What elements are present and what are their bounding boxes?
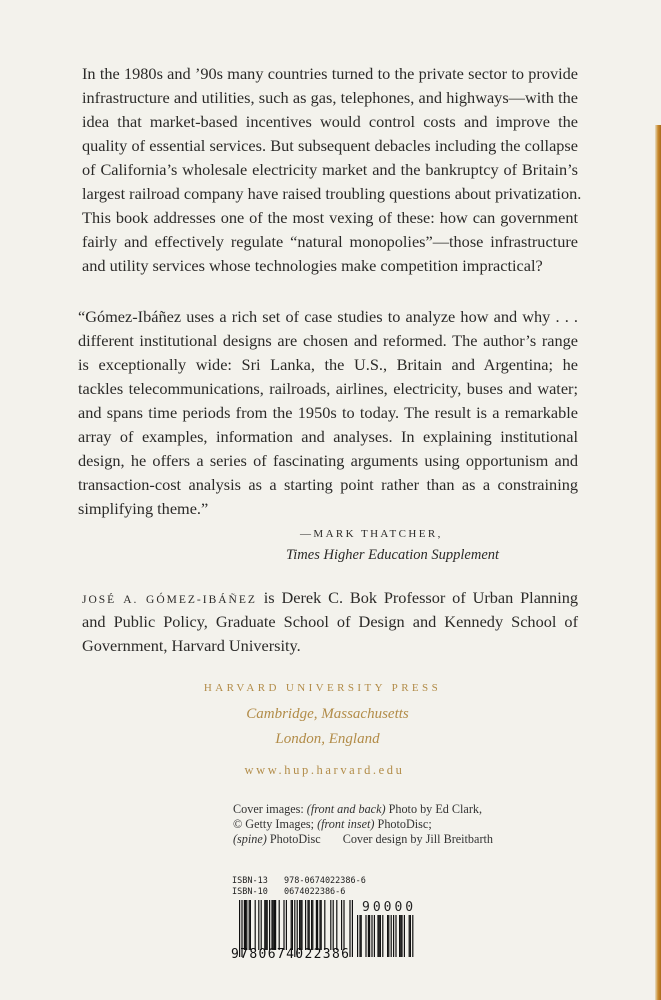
barcode-addon-bar bbox=[388, 915, 389, 957]
barcode-addon-bar bbox=[379, 915, 380, 957]
text-line: and spans time periods from the 1950s to today. The result is a remarkable bbox=[78, 403, 578, 422]
barcode-bar bbox=[261, 900, 262, 950]
cover-credits: Cover images: (front and back) Photo by Ed Clark, © Getty Images; (front inset) PhotoDisc; (spine) PhotoDisc Cover design by Jill Breitbarth bbox=[233, 802, 493, 846]
barcode-bar bbox=[255, 900, 256, 950]
isbn-block: ISBN-13 978-0674022386-6 ISBN-10 0674022386-6 bbox=[232, 876, 366, 897]
text-line: of California’s wholesale electricity market and the bankruptcy of Britain’s bbox=[82, 160, 578, 179]
barcode-addon-bar bbox=[410, 915, 411, 957]
barcode-bar bbox=[317, 900, 318, 950]
text-line: idea that market-based incentives would control costs and improve the bbox=[82, 112, 578, 131]
author-name: JOSÉ A. GÓMEZ-IBÁÑEZ bbox=[82, 594, 257, 606]
text-line: This book addresses one of the most vexing of these: how can government bbox=[82, 208, 578, 227]
publisher-website: www.hup.harvard.edu bbox=[244, 763, 405, 777]
author-bio: JOSÉ A. GÓMEZ-IBÁÑEZ is Derek C. Bok Professor of Urban Planning and Public Policy, Graduate School of Design and Kennedy School of Government, Harvard University. bbox=[82, 588, 579, 655]
barcode-bar bbox=[316, 900, 317, 950]
barcode-addon-bar bbox=[380, 915, 381, 957]
barcode-bar bbox=[264, 900, 265, 950]
barcode-bar bbox=[273, 900, 274, 950]
quote-author: —MARK THATCHER, bbox=[300, 528, 443, 540]
barcode-bar bbox=[250, 900, 251, 950]
barcode-bar bbox=[300, 900, 301, 950]
barcode-bar bbox=[283, 900, 284, 950]
barcode-addon-bar bbox=[361, 915, 362, 957]
text-line: quality of essential services. But subsequent debacles including the collapse bbox=[82, 136, 578, 155]
barcode-bar bbox=[299, 900, 300, 950]
text-line: “Gómez-Ibáñez uses a rich set of case studies to analyze how and why . . . bbox=[78, 307, 578, 326]
barcode-addon-bar bbox=[393, 915, 394, 957]
barcode-bar bbox=[275, 900, 276, 950]
barcode-addon-bar bbox=[401, 915, 402, 957]
barcode-addon-bar bbox=[387, 915, 388, 957]
text-line: transaction-cost analysis as a starting point rather than as a constraining bbox=[78, 475, 578, 494]
description-paragraph bbox=[82, 62, 582, 278]
barcode-addon-bar bbox=[371, 915, 372, 957]
barcode-addon-bar bbox=[365, 915, 366, 957]
barcode-bar bbox=[258, 900, 259, 950]
barcode-bar bbox=[267, 900, 268, 950]
barcode-addon-bar bbox=[409, 915, 410, 957]
barcode-bar bbox=[343, 900, 344, 950]
barcode-bar bbox=[307, 900, 308, 950]
publisher-city: Cambridge, Massachusetts bbox=[246, 706, 409, 722]
barcode-addon-bar bbox=[395, 915, 396, 957]
barcode-bar bbox=[321, 900, 322, 950]
text-line: simplifying theme.” bbox=[78, 499, 209, 518]
barcode-bar bbox=[352, 900, 353, 957]
text-line: design, he offers a series of fascinating arguments using opportunism and bbox=[78, 451, 578, 470]
barcode-bar bbox=[319, 900, 320, 950]
barcode-bar bbox=[271, 900, 272, 950]
barcode-bar bbox=[312, 900, 313, 950]
text-line: is exceptionally wide: Sri Lanka, the U.S., Britain and Argentina; he bbox=[78, 355, 578, 374]
barcode-addon-bar bbox=[374, 915, 375, 957]
text-line: and utility services whose technologies make competition impractical? bbox=[82, 256, 543, 275]
barcode-bar bbox=[279, 900, 280, 950]
barcode-addon-bar bbox=[412, 915, 413, 957]
barcode-bar bbox=[311, 900, 312, 950]
barcode-bar bbox=[309, 900, 310, 950]
barcode-addon-bar bbox=[404, 915, 405, 957]
barcode-bar bbox=[244, 900, 245, 950]
barcode-addon-bar bbox=[357, 915, 358, 957]
text-line: array of examples, information and analyses. In explaining institutional bbox=[78, 427, 578, 446]
review-quote bbox=[78, 305, 578, 521]
barcode-digits: 9780674022386 bbox=[231, 947, 349, 960]
barcode-bar bbox=[269, 900, 270, 950]
barcode-bar bbox=[246, 900, 247, 950]
barcode-bar bbox=[349, 900, 350, 957]
text-line: different institutional designs are chosen and reformed. The author’s range bbox=[78, 331, 578, 350]
text-line: In the 1980s and ’90s many countries turned to the private sector to provide bbox=[82, 64, 578, 83]
barcode-addon-bar bbox=[377, 915, 378, 957]
barcode-addon-number: 90000 bbox=[362, 900, 417, 915]
barcode-addon-bar bbox=[369, 915, 370, 957]
barcode-bar bbox=[301, 900, 302, 950]
barcode-bar bbox=[249, 900, 250, 950]
barcode-bar bbox=[265, 900, 266, 950]
barcode-bar bbox=[291, 900, 292, 950]
barcode-bar bbox=[245, 900, 246, 950]
publisher-name: HARVARD UNIVERSITY PRESS bbox=[203, 682, 442, 694]
text-line: tackles telecommunications, railroads, airlines, electricity, buses and water; bbox=[78, 379, 578, 398]
barcode-addon-bar bbox=[359, 915, 360, 957]
barcode-bar bbox=[333, 900, 334, 950]
barcode-addon-bar bbox=[400, 915, 401, 957]
barcode-bar bbox=[274, 900, 275, 950]
barcode-addon-bar bbox=[382, 915, 383, 957]
barcode-bar bbox=[286, 900, 287, 950]
text-line: infrastructure and utilities, such as gas, telephones, and highways—with the bbox=[82, 88, 578, 107]
text-line: fairly and effectively regulate “natural monopolies”—those infrastructure bbox=[82, 232, 578, 251]
quote-source: Times Higher Education Supplement bbox=[286, 547, 500, 563]
barcode-addon-bar bbox=[368, 915, 369, 957]
barcode-bar bbox=[324, 900, 325, 950]
barcode-bar bbox=[336, 900, 337, 950]
barcode-addon-bar bbox=[391, 915, 392, 957]
text-line: largest railroad company have raised troubling questions about privatization. bbox=[82, 184, 582, 203]
barcode-bar bbox=[305, 900, 306, 950]
isbn-barcode bbox=[229, 900, 419, 960]
barcode-bar bbox=[341, 900, 342, 950]
publisher-city: London, England bbox=[275, 731, 380, 747]
barcode-bar bbox=[330, 900, 331, 950]
barcode-addon-bar bbox=[399, 915, 400, 957]
barcode-bar bbox=[292, 900, 293, 950]
